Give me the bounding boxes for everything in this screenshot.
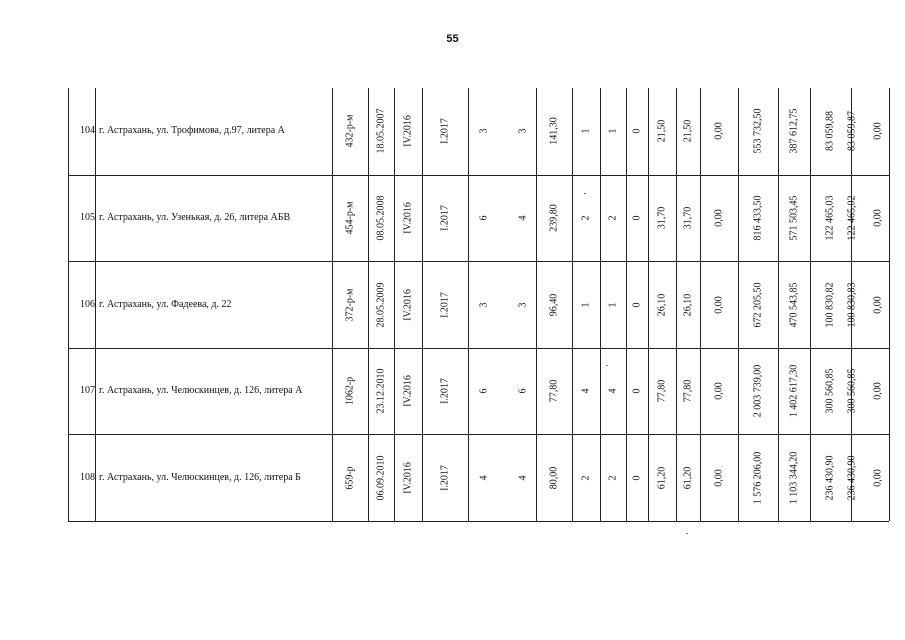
column-divider <box>394 88 395 521</box>
column-divider <box>738 88 739 521</box>
cell-plan-start-text: IV.2016 <box>402 462 414 494</box>
cell-plan-end-text: I.2017 <box>439 292 451 318</box>
column-divider <box>600 88 601 521</box>
cell-c3-text: 4 <box>580 388 592 394</box>
cell-area-text: 77,80 <box>548 379 560 403</box>
address-cell: г. Астрахань, ул. Челюскинцев, д. 126, литера Б <box>99 472 301 483</box>
data-table <box>68 88 889 521</box>
cell-a2-text: 77,80 <box>682 379 694 403</box>
cell-sum-3-text: 236 430,90 <box>846 455 858 501</box>
cell-sum-4-text: 0,00 <box>872 209 884 227</box>
cell-a3-text: 0,00 <box>713 382 725 400</box>
cell-c1-text: 4 <box>478 475 490 481</box>
cell-area-text: 239,80 <box>548 204 560 232</box>
cell-area-text: 80,00 <box>548 466 560 490</box>
cell-a3-text: 0,00 <box>713 209 725 227</box>
cell-c1-text: 6 <box>478 388 490 394</box>
column-divider <box>778 88 779 521</box>
cell-a3-text: 0,00 <box>713 296 725 314</box>
cell-c5-text: 0 <box>631 215 643 221</box>
cell-a1-text: 26,10 <box>656 293 668 317</box>
cell-c2-text: 4 <box>517 475 529 481</box>
column-divider <box>889 88 890 521</box>
cell-sum-total-text: 816 433,50 <box>752 195 764 241</box>
column-divider <box>536 88 537 521</box>
cell-sum-4-text: 0,00 <box>872 382 884 400</box>
cell-date-text: 23.12.2010 <box>375 368 387 414</box>
cell-area-text: 96,40 <box>548 293 560 317</box>
cell-a1-text: 77,80 <box>656 379 668 403</box>
column-divider <box>368 88 369 521</box>
cell-a2-text: 21,50 <box>682 119 694 143</box>
cell-c2-text: 3 <box>517 128 529 134</box>
cell-plan-start-text: IV.2016 <box>402 375 414 407</box>
column-divider <box>422 88 423 521</box>
cell-c3-text: 2 <box>580 215 592 221</box>
cell-c4-text: 2 <box>607 475 619 481</box>
cell-plan-end-text: I.2017 <box>439 118 451 144</box>
cell-sum-1-text: 387 612,75 <box>788 108 800 154</box>
page-number: 55 <box>446 33 459 45</box>
cell-date-text: 18.05.2007 <box>375 108 387 154</box>
cell-a2-text: 26,10 <box>682 293 694 317</box>
address-cell: г. Астрахань, ул. Челюскинцев, д. 126, литера А <box>99 385 303 396</box>
row-number: 105 <box>80 212 95 223</box>
cell-c3-text: 1 <box>580 128 592 134</box>
cell-sum-2-text: 300 560,85 <box>824 368 836 414</box>
cell-a2-text: 61,20 <box>682 466 694 490</box>
row-number: 108 <box>80 472 95 483</box>
cell-c5-text: 0 <box>631 302 643 308</box>
cell-a3-text: 0,00 <box>713 469 725 487</box>
row-number: 106 <box>80 299 95 310</box>
cell-plan-end-text: I.2017 <box>439 378 451 404</box>
scan-speck <box>606 365 608 366</box>
row-divider <box>68 521 889 522</box>
scan-speck <box>584 193 586 194</box>
cell-c2-text: 6 <box>517 388 529 394</box>
column-divider <box>626 88 627 521</box>
cell-sum-total-text: 553 732,50 <box>752 108 764 154</box>
cell-sum-2-text: 122 465,03 <box>824 195 836 241</box>
cell-c2-text: 4 <box>517 215 529 221</box>
cell-sum-1-text: 1 402 617,30 <box>788 364 800 418</box>
cell-sum-2-text: 100 830,82 <box>824 282 836 328</box>
row-divider <box>68 175 889 176</box>
cell-a1-text: 61,20 <box>656 466 668 490</box>
cell-c5-text: 0 <box>631 388 643 394</box>
cell-c2-text: 3 <box>517 302 529 308</box>
row-divider <box>68 434 889 435</box>
column-divider <box>648 88 649 521</box>
address-cell: г. Астрахань, ул. Узенькая, д. 26, литера АБВ <box>99 212 291 223</box>
cell-c4-text: 1 <box>607 128 619 134</box>
cell-a1-text: 21,50 <box>656 119 668 143</box>
cell-a3-text: 0,00 <box>713 122 725 140</box>
cell-code-text: 454-р-м <box>344 201 356 235</box>
cell-sum-1-text: 1 103 344,20 <box>788 451 800 505</box>
cell-sum-3-text: 300 560,85 <box>846 368 858 414</box>
cell-c1-text: 6 <box>478 215 490 221</box>
column-divider <box>810 88 811 521</box>
cell-date-text: 06.09.2010 <box>375 455 387 501</box>
cell-sum-3-text: 83 059,87 <box>846 111 858 151</box>
address-cell: г. Астрахань, ул. Фадеева, д. 22 <box>99 299 232 310</box>
cell-plan-end-text: I.2017 <box>439 205 451 231</box>
cell-c1-text: 3 <box>478 128 490 134</box>
column-divider <box>468 88 469 521</box>
column-divider <box>676 88 677 521</box>
column-divider <box>572 88 573 521</box>
cell-date-text: 28.05.2009 <box>375 282 387 328</box>
column-divider <box>95 88 96 521</box>
scan-speck <box>686 533 688 534</box>
cell-c1-text: 3 <box>478 302 490 308</box>
cell-c4-text: 4 <box>607 388 619 394</box>
cell-plan-start-text: IV.2016 <box>402 202 414 234</box>
cell-c4-text: 1 <box>607 302 619 308</box>
cell-sum-4-text: 0,00 <box>872 122 884 140</box>
cell-sum-total-text: 2 003 739,00 <box>752 364 764 418</box>
cell-code-text: 1062-р <box>344 376 356 406</box>
cell-sum-total-text: 672 205,50 <box>752 282 764 328</box>
cell-sum-4-text: 0,00 <box>872 469 884 487</box>
cell-c3-text: 1 <box>580 302 592 308</box>
address-cell: г. Астрахань, ул. Трофимова, д.97, литера А <box>99 125 285 136</box>
cell-plan-start-text: IV.2016 <box>402 115 414 147</box>
cell-plan-start-text: IV.2016 <box>402 289 414 321</box>
row-divider <box>68 261 889 262</box>
cell-a1-text: 31,70 <box>656 206 668 230</box>
row-number: 107 <box>80 385 95 396</box>
cell-sum-1-text: 470 543,85 <box>788 282 800 328</box>
cell-a2-text: 31,70 <box>682 206 694 230</box>
column-divider <box>700 88 701 521</box>
cell-plan-end-text: I.2017 <box>439 465 451 491</box>
cell-sum-4-text: 0,00 <box>872 296 884 314</box>
cell-c5-text: 0 <box>631 128 643 134</box>
cell-code-text: 659-р <box>344 466 356 490</box>
cell-date-text: 08.05.2008 <box>375 195 387 241</box>
cell-sum-3-text: 122 465,02 <box>846 195 858 241</box>
cell-sum-1-text: 571 503,45 <box>788 195 800 241</box>
cell-sum-2-text: 236 430,90 <box>824 455 836 501</box>
cell-area-text: 141,30 <box>548 117 560 145</box>
cell-c5-text: 0 <box>631 475 643 481</box>
cell-sum-3-text: 100 830,83 <box>846 282 858 328</box>
cell-sum-total-text: 1 576 206,00 <box>752 451 764 505</box>
cell-sum-2-text: 83 059,88 <box>824 111 836 151</box>
cell-code-text: 372-р-м <box>344 288 356 322</box>
cell-c3-text: 2 <box>580 475 592 481</box>
cell-c4-text: 2 <box>607 215 619 221</box>
cell-code-text: 432-р-м <box>344 114 356 148</box>
row-divider <box>68 348 889 349</box>
row-number: 104 <box>80 125 95 136</box>
